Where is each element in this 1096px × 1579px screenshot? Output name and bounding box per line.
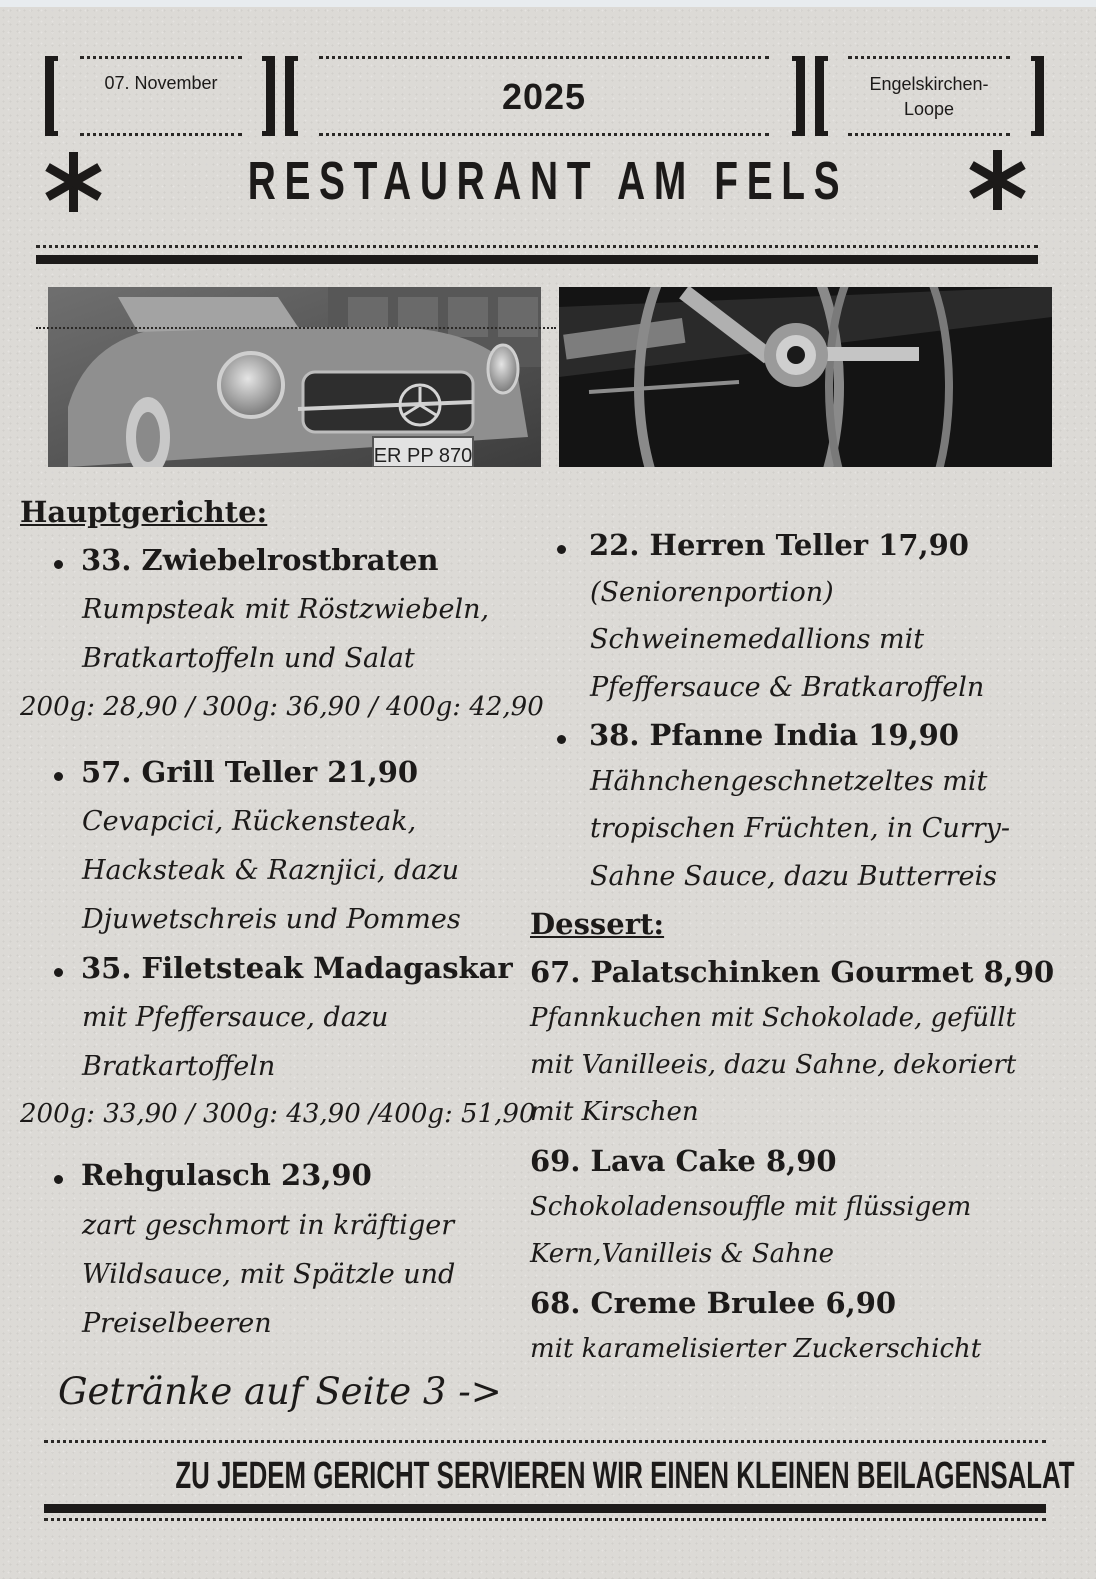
item-description: zart geschmort in kräftiger: [82, 1210, 455, 1241]
dotted-rule: [36, 327, 556, 329]
year-text: 2025: [501, 76, 587, 117]
restaurant-title: RESTAURANT AM FELS: [247, 151, 849, 211]
item-description: Schweinemedallions mit: [590, 624, 925, 655]
thick-rule: [44, 1504, 1046, 1513]
item-description: Sahne Sauce, dazu Butterreis: [590, 861, 997, 892]
item-description: Bratkartoffeln: [82, 1051, 276, 1082]
classic-car-photo: [48, 287, 541, 467]
drinks-note: Getränke auf Seite 3 ->: [58, 1370, 502, 1413]
item-title: 22. Herren Teller 17,90: [589, 528, 969, 562]
item-title: 33. Zwiebelrostbraten: [81, 543, 439, 577]
item-description: mit Pfeffersauce, dazu: [82, 1002, 389, 1033]
thick-rule: [36, 255, 1038, 264]
car-image: [48, 287, 541, 467]
dotted-rule: [36, 245, 1038, 248]
item-description: Wildsauce, mit Spätzle und: [82, 1259, 456, 1290]
bullet-icon: [557, 545, 566, 554]
bracket-right: [262, 56, 275, 136]
bullet-icon: [54, 560, 63, 569]
item-description: (Seniorenportion): [590, 577, 834, 608]
dotted-rule: [44, 1518, 1046, 1521]
license-plate-text: ER PP 870: [373, 445, 473, 467]
dotted-rule: [80, 56, 242, 59]
bullet-icon: [54, 968, 63, 977]
item-description: Bratkartoffeln und Salat: [82, 643, 415, 674]
dotted-rule: [848, 133, 1010, 136]
item-description: Pfeffersauce & Bratkaroffeln: [590, 672, 985, 703]
bullet-icon: [557, 735, 566, 744]
location-text: [848, 72, 1010, 122]
item-description: mit karamelisierter Zuckerschicht: [530, 1334, 982, 1364]
item-title: 69. Lava Cake 8,90: [530, 1144, 837, 1178]
top-strip: [0, 0, 1096, 7]
item-description: Hähnchengeschnetzeltes mit: [590, 766, 988, 797]
item-description: Schokoladensouffle mit flüssigem: [530, 1192, 972, 1222]
item-prices: 200g: 33,90 / 300g: 43,90 /400g: 51,90: [20, 1099, 536, 1129]
footer-note: ZU JEDEM GERICHT SERVIEREN WIR EINEN KLEINEN BEILAGENSALAT: [175, 1455, 1075, 1497]
dotted-rule: [319, 133, 769, 136]
item-description: tropischen Früchten, in Curry-: [590, 813, 1011, 844]
location-line-2: Loope: [903, 99, 955, 119]
bracket-left: [45, 56, 58, 136]
item-title: 57. Grill Teller 21,90: [81, 755, 419, 789]
item-description: Rumpsteak mit Röstzwiebeln,: [82, 594, 490, 625]
item-description: Djuwetschreis und Pommes: [82, 904, 461, 935]
item-description: Hacksteak & Raznjici, dazu: [82, 855, 460, 886]
item-description: mit Vanilleeis, dazu Sahne, dekoriert: [530, 1050, 1017, 1080]
steering-wheel-image: [559, 287, 1052, 467]
item-description: Kern,Vanilleis & Sahne: [530, 1239, 835, 1269]
bracket-right: [1031, 56, 1044, 136]
item-title: 67. Palatschinken Gourmet 8,90: [530, 955, 1055, 989]
item-title: 68. Creme Brulee 6,90: [530, 1286, 897, 1320]
bracket-left: [815, 56, 828, 136]
item-title: 38. Pfanne India 19,90: [589, 718, 959, 752]
asterisk-icon: [43, 152, 103, 212]
item-prices: 200g: 28,90 / 300g: 36,90 / 400g: 42,90: [20, 692, 544, 722]
dotted-rule: [319, 56, 769, 59]
date-text: 07. November: [104, 73, 218, 93]
bracket-right: [792, 56, 805, 136]
location-line-1: Engelskirchen-: [869, 74, 989, 94]
item-description: mit Kirschen: [530, 1097, 699, 1127]
asterisk-icon: [967, 150, 1027, 210]
item-description: Pfannkuchen mit Schokolade, gefüllt: [530, 1003, 1017, 1033]
section-heading-desserts: Dessert:: [530, 907, 665, 941]
dotted-rule: [80, 133, 242, 136]
bracket-left: [285, 56, 298, 136]
item-description: Preiselbeeren: [82, 1308, 272, 1339]
item-title: 35. Filetsteak Madagaskar: [81, 951, 513, 985]
section-heading-main-courses: Hauptgerichte:: [20, 495, 268, 529]
item-title: Rehgulasch 23,90: [81, 1158, 372, 1192]
dotted-rule: [848, 56, 1010, 59]
item-description: Cevapcici, Rückensteak,: [82, 806, 417, 837]
bullet-icon: [54, 772, 63, 781]
steering-wheel-photo: [559, 287, 1052, 467]
dotted-rule: [44, 1440, 1046, 1443]
bullet-icon: [54, 1175, 63, 1184]
